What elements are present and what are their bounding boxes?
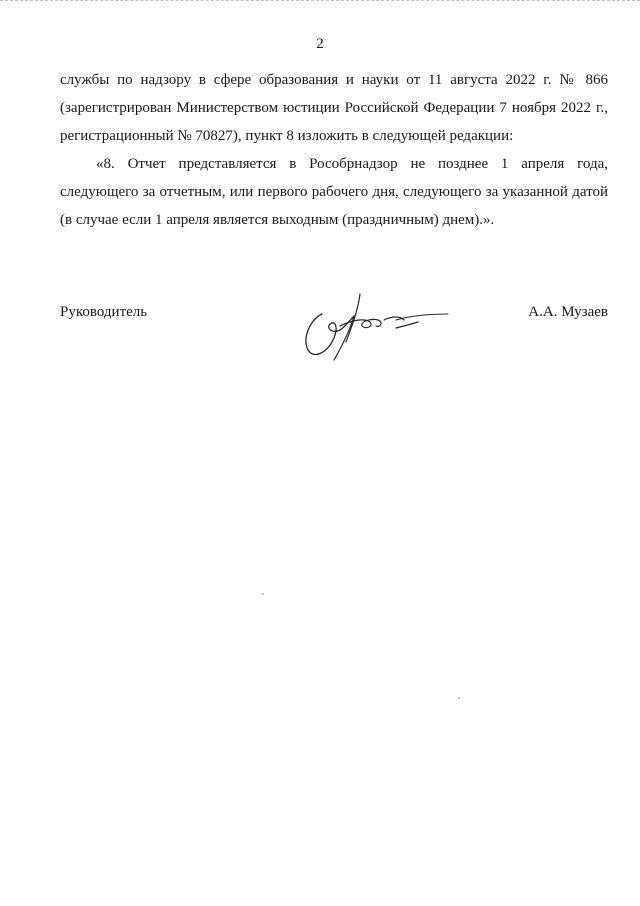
page-number: 2 xyxy=(316,36,324,52)
handwritten-signature xyxy=(300,290,450,368)
continuation-paragraph: службы по надзору в сфере образования и науки от 11 августа 2022 г. № 866 (зарегистрирован Министерством юстиции Российской Федерации 7 ноября 2022 г., регистрационный № 70827), пункт 8 изложить в следующей редакции: xyxy=(60,72,608,144)
scan-top-edge xyxy=(0,0,640,3)
signatory-title: Руководитель xyxy=(60,304,148,320)
signatory-name: А.А. Музаев xyxy=(528,304,608,320)
scan-speck xyxy=(458,697,460,699)
scan-speck xyxy=(262,593,264,595)
signature-block xyxy=(60,290,608,380)
amendment-paragraph: «8. Отчет представляется в Рособрнадзор не позднее 1 апреля года, следующего за отчетным, или первого рабочего дня, следующего за указанной датой (в случае если 1 апреля является выходным (праздничным) днем).». xyxy=(60,156,608,228)
document-body xyxy=(60,66,608,234)
